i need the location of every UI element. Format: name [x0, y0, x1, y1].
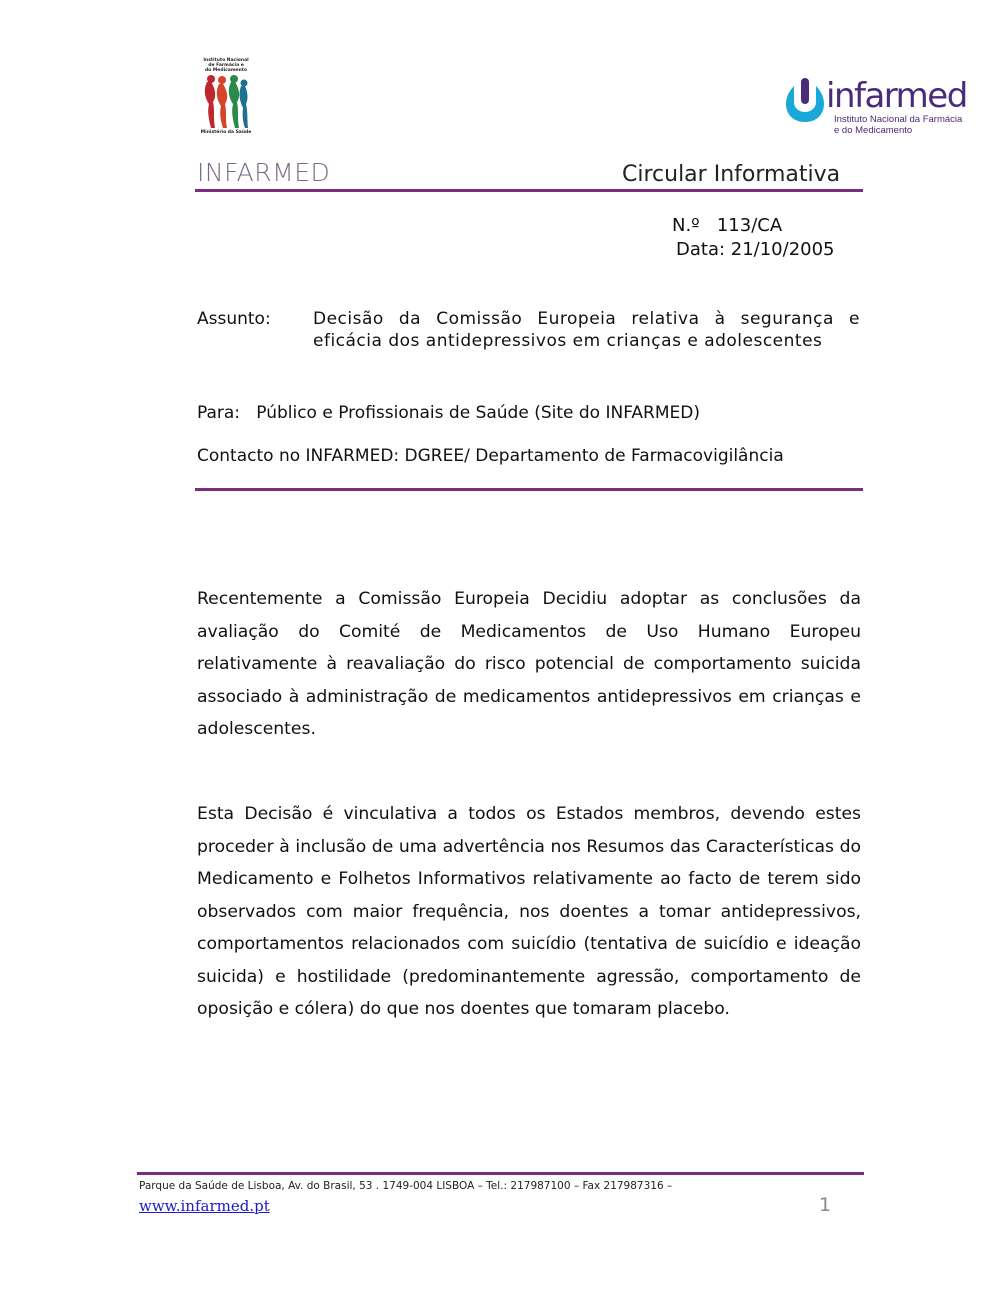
infarmed-logo-subtitle-1: Instituto Nacional da Farmácia [834, 114, 963, 125]
footer-website-link[interactable]: www.infarmed.pt [139, 1197, 270, 1215]
page-number: 1 [819, 1194, 832, 1216]
infarmed-logo-subtitle-2: e do Medicamento [834, 125, 913, 136]
header-infarmed-title: INFARMED [197, 158, 331, 187]
contact-line: Contacto no INFARMED: DGREE/ Departamento de Farmacovigilância [197, 446, 784, 466]
footer-divider [137, 1172, 864, 1175]
header-document-type: Circular Informativa [622, 162, 841, 187]
ministry-logo-line-3: do Medicamento [204, 68, 248, 73]
body-paragraph-2: Esta Decisão é vinculativa a todos os Estados membros, devendo estes proceder à inclusão de uma advertência nos Resumos das Características do Medicamento e Folhetos Informativos relativamente ao facto de terem sido observados com maior frequência, nos doentes a tomar antidepressivos, comportamentos relacionados com suicídio (tentativa de suicídio e ideação suicida) e hostilidade (predominantemente agressão, comportamento de oposição e cólera) do que nos doentes que tomaram placebo. [197, 804, 861, 1019]
ministry-caption: Ministério da Saúde [200, 130, 252, 135]
ministry-logo [196, 58, 256, 142]
circular-date: Data: 21/10/2005 [676, 239, 835, 260]
infarmed-logo-word: infarmed [826, 76, 967, 116]
infarmed-drop-icon [784, 78, 826, 122]
body-paragraph-1: Recentemente a Comissão Europeia Decidiu adoptar as conclusões da avaliação do Comité de Medicamentos de Uso Humano Europeu relativamente à reavaliação do risco potencial de comportamento suicida associado à administração de medicamentos antidepressivos em crianças e adolescentes. [197, 589, 861, 739]
ministry-figures-icon [201, 74, 251, 130]
ministry-logo-line-1: Instituto Nacional [203, 58, 249, 63]
footer-address: Parque da Saúde de Lisboa, Av. do Brasil, 53 . 1749-004 LISBOA – Tel.: 217987100 – Fax 217987316 – [139, 1180, 673, 1192]
recipients-line: Para: Público e Profissionais de Saúde (Site do INFARMED) [197, 403, 701, 423]
header-divider [195, 189, 863, 192]
infarmed-logo [782, 76, 967, 140]
circular-number: N.º 113/CA [672, 215, 783, 236]
ministry-logo-line-2: de Farmácia e [208, 63, 244, 68]
subject-text: Decisão da Comissão Europeia relativa à segurança e eficácia dos antidepressivos em crianças e adolescentes [313, 309, 860, 351]
subject-label: Assunto: [197, 309, 271, 329]
meta-divider [195, 488, 863, 491]
